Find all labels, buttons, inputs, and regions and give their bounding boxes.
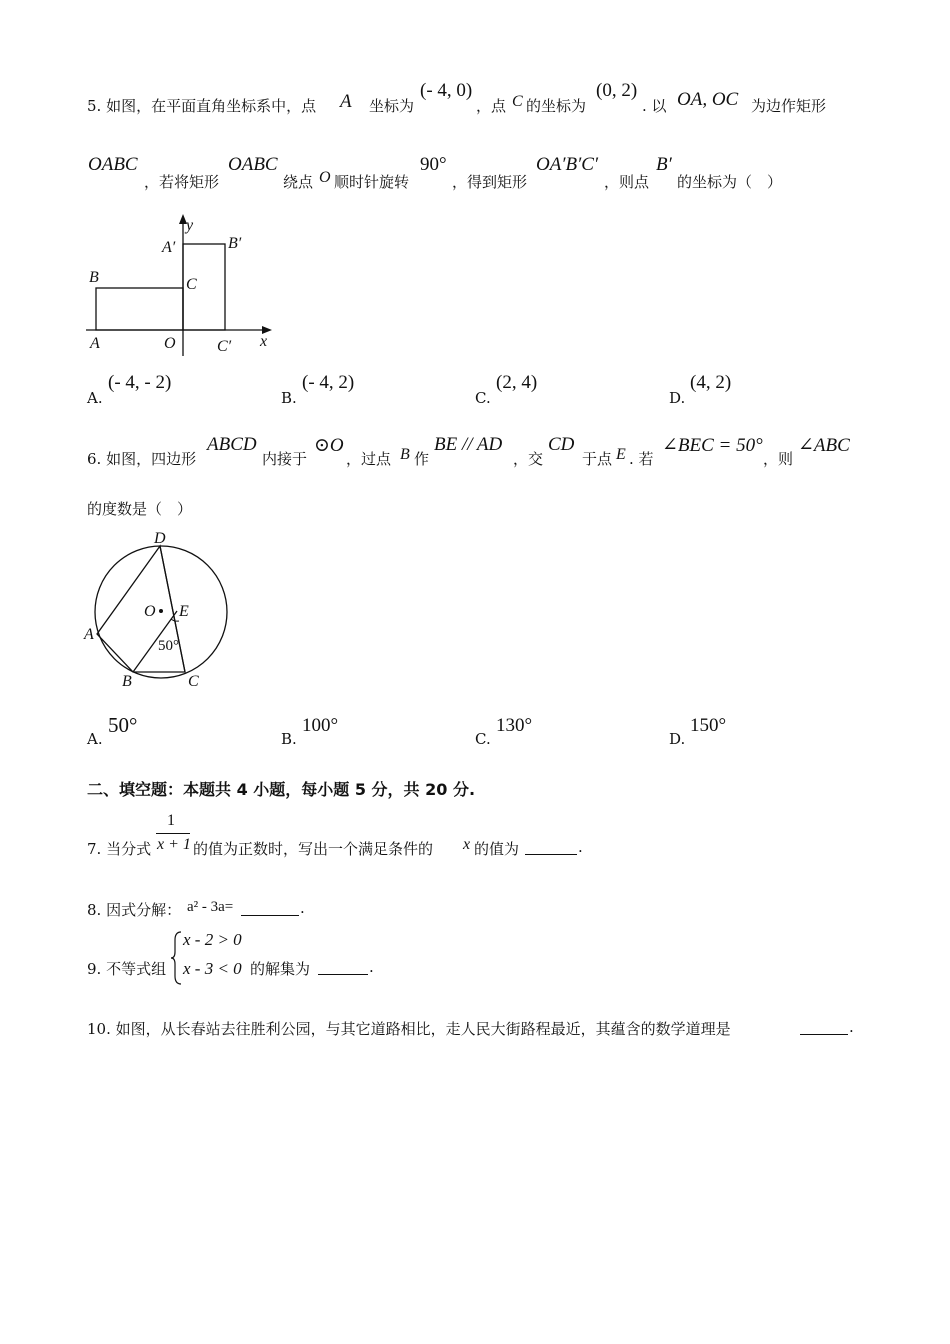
q5-a-coord: (- 4, 0) xyxy=(420,80,473,101)
q6-fig-a: A xyxy=(84,626,94,643)
q5-coord-label: 坐标为 xyxy=(369,97,415,115)
q5-oa-oc: OA, OC xyxy=(677,89,739,110)
q9-brace-icon xyxy=(170,930,184,986)
q5-if-rect: ，若将矩形 xyxy=(144,173,220,191)
q6-circle-o: ⊙O xyxy=(314,435,344,456)
q8-answer-blank[interactable] xyxy=(241,899,299,916)
q5-c-coord-label: 的坐标为 xyxy=(526,97,587,115)
q9-tail: 的解集为 xyxy=(250,960,311,978)
section-heading: 二、填空题：本题共 4 小题，每小题 5 分，共 20 分. xyxy=(87,780,476,799)
q6-make: 作 xyxy=(414,450,430,468)
q6-option-c-value: 130° xyxy=(496,715,533,736)
q8-expression: a² - 3a= xyxy=(187,899,234,915)
q5-fig-a-prime: A′ xyxy=(162,239,176,256)
q5-point-c: C xyxy=(512,93,523,110)
q9-inequality-1: x - 2 > 0 xyxy=(183,930,242,949)
q5-fig-x-label: x xyxy=(260,333,268,350)
q5-angle-90: 90° xyxy=(420,154,447,175)
q6-parallel: BE // AD xyxy=(434,434,503,455)
q6-at-point: 于点 xyxy=(582,450,613,468)
q5-option-a-value: (- 4, - 2) xyxy=(108,372,172,393)
q5-then-point: ，则点 xyxy=(604,173,650,191)
q6-point-e: E xyxy=(616,446,626,463)
q6-fig-o: O xyxy=(144,603,156,620)
q5-comma-point: ，点 xyxy=(476,97,507,115)
q7-answer-blank[interactable] xyxy=(525,838,577,855)
q6-fig-angle: 50° xyxy=(158,638,179,654)
q5-option-b-label: B. xyxy=(281,389,297,407)
q6-option-c-label: C. xyxy=(475,730,491,748)
q5-fig-c-prime: C′ xyxy=(217,338,232,355)
q5-fig-o: O xyxy=(164,335,176,352)
q5-ask: 的坐标为（ ） xyxy=(677,173,783,191)
q5-point-o: O xyxy=(319,169,331,186)
q5-option-d-label: D. xyxy=(669,389,686,407)
q5-clockwise: 顺时针旋转 xyxy=(334,173,410,191)
q6-option-d-label: D. xyxy=(669,730,686,748)
q7-fraction-bar xyxy=(156,833,190,834)
q5-option-c-label: C. xyxy=(475,389,491,407)
q5-option-a-label: A. xyxy=(87,389,103,407)
q6-inscribed: 内接于 xyxy=(262,450,308,468)
q6-then: ，则 xyxy=(763,450,794,468)
q8-number-text: 8. 因式分解： xyxy=(87,901,182,919)
q7-numerator: 1 xyxy=(167,812,175,829)
q5-fig-b-prime: B′ xyxy=(228,235,242,252)
q6-fig-d: D xyxy=(154,530,166,547)
q7-var-x: x xyxy=(463,836,471,853)
q5-fig-c: C xyxy=(186,276,197,293)
q5-fig-b: B xyxy=(89,269,99,286)
q7-denominator: x + 1 xyxy=(157,836,191,853)
q5-get-rect: ，得到矩形 xyxy=(452,173,528,191)
q5-period-yi: . 以 xyxy=(642,97,667,115)
q9-inequality-2: x - 3 < 0 xyxy=(183,959,242,978)
q5-number-text: 5. 如图，在平面直角坐标系中，点 xyxy=(87,97,317,115)
q5-rect-oabc: OABC xyxy=(88,154,138,175)
q5-fig-y-label: y xyxy=(186,217,194,234)
q6-segment-cd: CD xyxy=(548,434,575,455)
q7-number-text: 7. 当分式 xyxy=(87,840,152,858)
q7-rest: 的值为正数时，写出一个满足条件的 xyxy=(193,840,434,858)
q6-through-point: ，过点 xyxy=(346,450,392,468)
q6-option-d-value: 150° xyxy=(690,715,727,736)
q6-cross: ，交 xyxy=(513,450,544,468)
q6-angle-abc: ∠ABC xyxy=(798,435,850,456)
q7-end: . xyxy=(578,838,583,856)
q5-rotate-text: 绕点 xyxy=(283,173,314,191)
q10-answer-blank[interactable] xyxy=(800,1018,848,1035)
q5-as-side: 为边作矩形 xyxy=(751,97,827,115)
q5-option-c-value: (2, 4) xyxy=(496,372,538,393)
q10-text: 10. 如图，从长春站去往胜利公园，与其它道路相比，走人民大街路程最近，其蕴含的数学道理是 xyxy=(87,1020,731,1038)
q6-option-a-value: 50° xyxy=(108,713,138,737)
q6-option-a-label: A. xyxy=(87,730,103,748)
q6-option-b-label: B. xyxy=(281,730,297,748)
q6-fig-e: E xyxy=(179,603,189,620)
q9-answer-blank[interactable] xyxy=(318,958,368,975)
q10-end: . xyxy=(849,1018,854,1036)
q7-tail: 的值为 xyxy=(474,840,520,858)
q5-coordinate-figure xyxy=(82,210,282,360)
q5-rect-oabc-2: OABC xyxy=(228,154,278,175)
q6-point-b: B xyxy=(400,446,410,463)
q5-fig-a: A xyxy=(90,335,100,352)
q6-period-if: . 若 xyxy=(629,450,654,468)
q6-fig-b: B xyxy=(122,673,132,690)
q5-option-b-value: (- 4, 2) xyxy=(302,372,355,393)
q5-b-prime: B′ xyxy=(656,154,672,175)
q6-number-text: 6. 如图，四边形 xyxy=(87,450,197,468)
q5-rect-prime: OA′B′C′ xyxy=(536,154,599,175)
q6-fig-c: C xyxy=(188,673,199,690)
q6-angle-bec: ∠BEC = 50° xyxy=(662,435,763,456)
q6-circle-figure xyxy=(82,525,242,695)
q6-option-b-value: 100° xyxy=(302,715,339,736)
q9-number-text: 9. 不等式组 xyxy=(87,960,167,978)
q9-end: . xyxy=(369,958,374,976)
q5-option-d-value: (4, 2) xyxy=(690,372,732,393)
q5-point-a: A xyxy=(340,91,352,112)
q6-ask: 的度数是（ ） xyxy=(87,500,193,518)
q5-c-coord: (0, 2) xyxy=(596,80,638,101)
q8-end: . xyxy=(300,899,305,917)
q6-quad-abcd: ABCD xyxy=(207,434,257,455)
